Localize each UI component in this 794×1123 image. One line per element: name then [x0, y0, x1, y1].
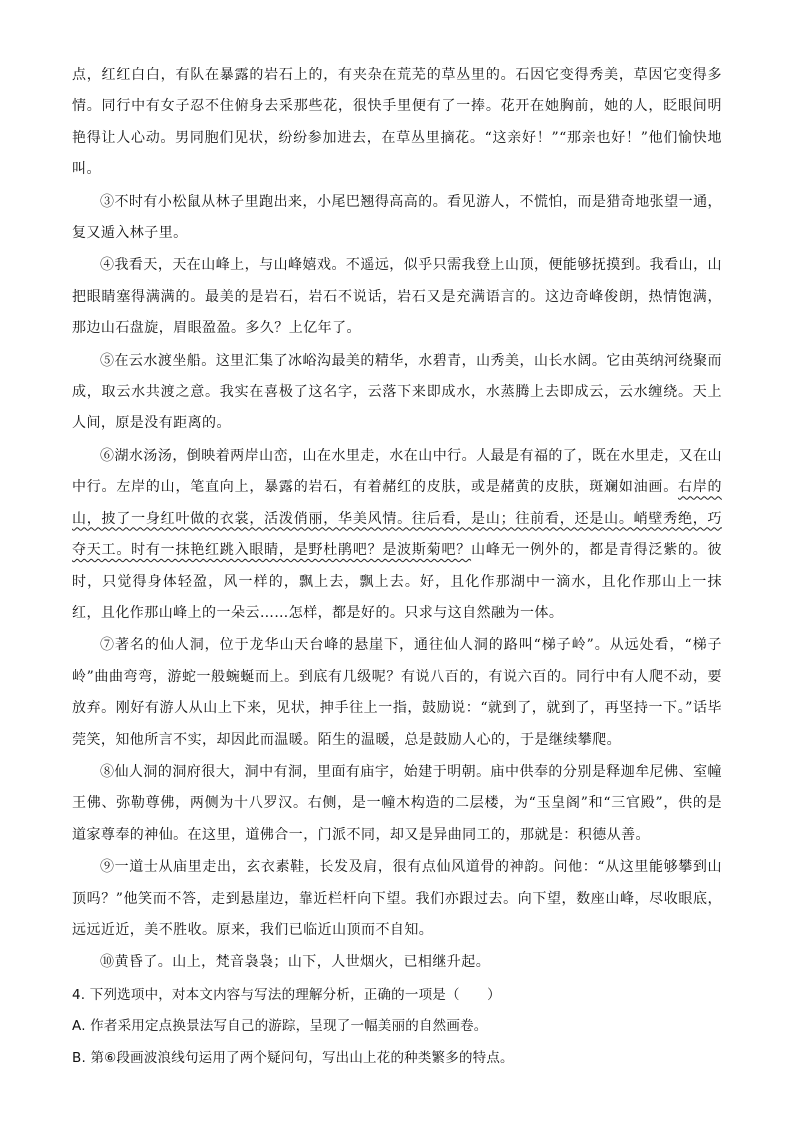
option-a: A. 作者采用定点换景法写自己的游踪，呈现了一幅美丽的自然画卷。 [72, 1018, 488, 1035]
paragraph-8: ⑧仙人洞的洞府很大，洞中有洞，里面有庙宇，始建于明朝。庙中供奉的分别是释迦牟尼佛、室幢王佛、弥勒尊佛，两侧为十八罗汉。右侧，是一幢木构造的二层楼，为“玉皇阁”和“三官殿”，供的是道家尊奉的神仙。在这里，道佛合一，门派不同，却又是异曲同工的，那就是：积德从善。 [72, 763, 722, 843]
question-stem: 4. 下列选项中，对本文内容与写法的理解分析，正确的一项是（ ） [72, 986, 501, 1003]
paragraph-5: ⑤在云水渡坐船。这里汇集了冰峪沟最美的精华，水碧青，山秀美，山长水阔。它由英纳河绕聚而成，取云水共渡之意。我实在喜极了这名字，云落下来即成水，水蒸腾上去即成云，云水缠绕。天上人间，原是没有距离的。 [72, 352, 722, 432]
paragraph-7: ⑦著名的仙人洞，位于龙华山天台峰的悬崖下，通往仙人洞的路叫“梯子岭”。从远处看，“梯子岭”曲曲弯弯，游蛇一般蜿蜒而上。到底有几级呢？有说八百的，有说六百的。同行中有人爬不动，要放弃。刚好有游人从山上下来，见状，抻手往上一指，鼓励说：“就到了，就到了，再坚持一下。”话毕莞笑，知他所言不实，却因此而温暖。陌生的温暖，总是鼓励人心的，于是继续攀爬。 [72, 637, 722, 748]
paragraph-6 [72, 441, 722, 629]
wavy-underlined-sentence: 右岸的山，披了一身红叶做的衣裳，活泼俏丽，华美风情。往后看，是山；往前看，还是山。峭壁秀绝，巧夺天工。时有一抹艳红跳入眼睛，是野杜鹃吧？是波斯菊吧？ [72, 479, 722, 559]
paragraph-3: ③不时有小松鼠从林子里跑出来，小尾巴翘得高高的。看见游人，不慌怕，而是猎奇地张望一通，复又遁入林子里。 [72, 193, 722, 242]
option-b: B. 第⑥段画波浪线句运用了两个疑问句，写出山上花的种类繁多的特点。 [72, 1049, 514, 1066]
paragraph-6-text-b: 山峰无一例外的，都是青得泛紫的。彼时，只觉得身体轻盈，风一样的，飘上去，飘上去。好，且化作那湖中一滴水，且化作那山上一抹红，且化作那山峰上的一朵云……怎样，都是好的。只求与这自然融为一体。 [72, 542, 722, 621]
paragraph-10: ⑩黄昏了。山上，梵音袅袅；山下，人世烟火，已相继升起。 [100, 954, 491, 971]
paragraph-6-text-a: ⑥湖水汤汤，倒映着两岸山峦，山在水里走，水在山中行。人最是有福的了，既在水里走，又在山中行。左岸的山，笔直向上，暴露的岩石，有着赭红的皮肤，或是赭黄的皮肤，斑斓如油画。 [72, 447, 722, 496]
question-block [72, 980, 722, 1074]
paragraph-4: ④我看天，天在山峰上，与山峰嬉戏。不遥远，似乎只需我登上山顶，便能够抚摸到。我看山，山把眼睛塞得满满的。最美的是岩石，岩石不说话，岩石又是充满语言的。这边奇峰俊朗，热情饱满，那边山石盘旋，眉眼盈盈。多久？上亿年了。 [72, 257, 722, 337]
paragraph-9: ⑨一道士从庙里走出，玄衣素鞋，长发及肩，很有点仙风道骨的神韵。问他：“从这里能够攀到山顶吗？”他笑而不答，走到悬崖边，靠近栏杆向下望。我们亦跟过去。向下望，数座山峰，尽收眼底，远远近近，美不胜收。原来，我们已临近山顶而不自知。 [72, 859, 722, 938]
document-page [72, 60, 722, 1074]
paragraph-continued: 点，红红白白，有队在暴露的岩石上的，有夹杂在荒芜的草丛里的。石因它变得秀美，草因它变得多情。同行中有女子忍不住俯身去采那些花，很快手里便有了一捧。花开在她胸前，她的人，眨眼间明艳得让人心动。男同胞们见状，纷纷参加进去，在草丛里摘花。“这亲好！”“那亲也好！”他们愉快地叫。 [72, 67, 722, 178]
